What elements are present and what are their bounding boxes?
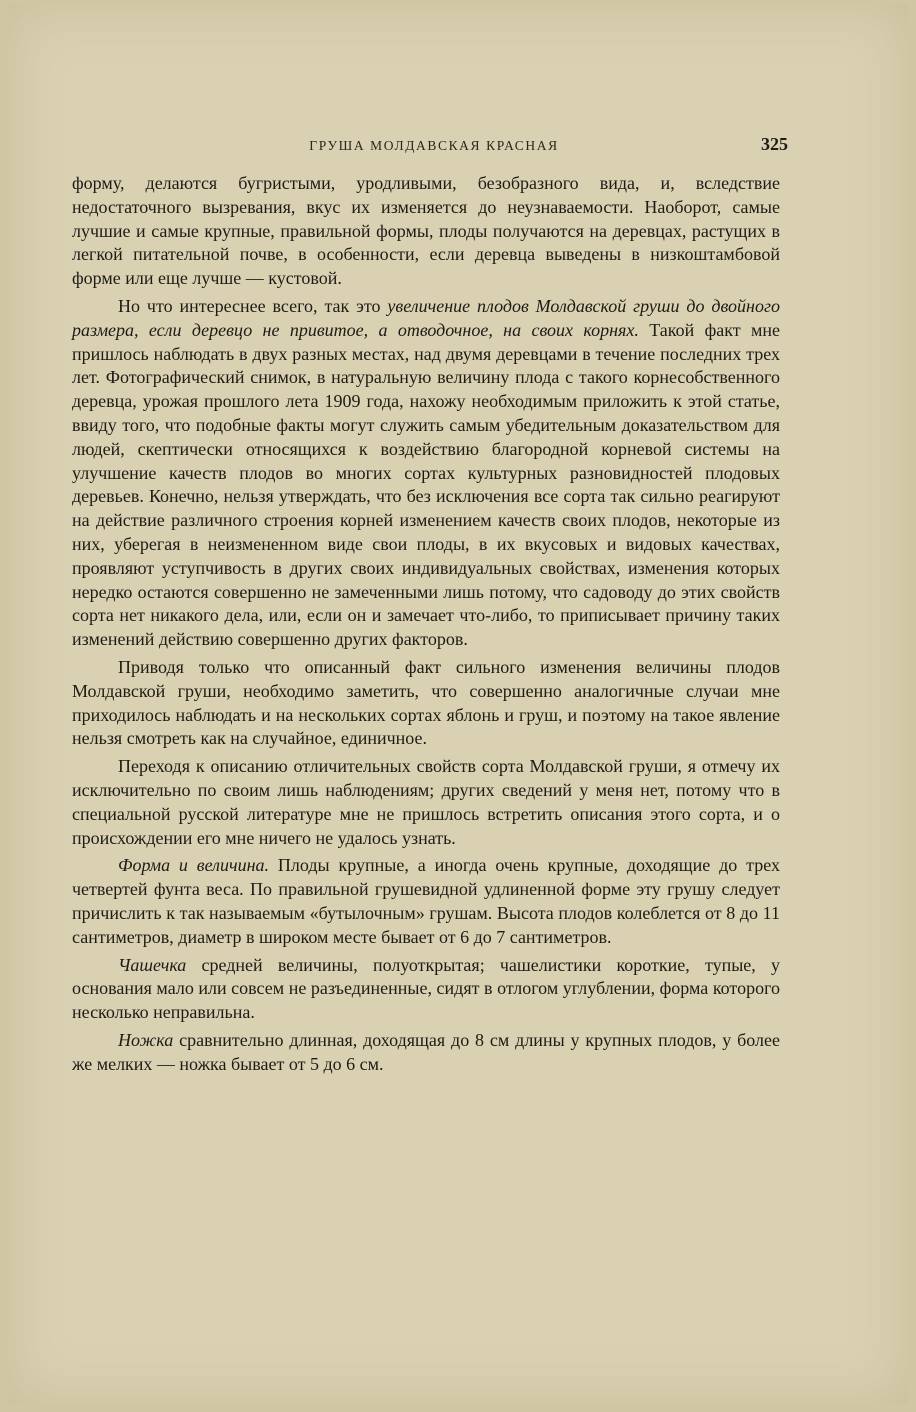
body-text	[72, 172, 780, 1076]
paragraph-4	[72, 755, 780, 850]
paragraph-3	[72, 656, 780, 751]
paragraph-text: средней величины, полуоткрытая; чашелистики короткие, тупые, у основания мало или совсем не разъединенные, сидят в отлогом углублении, форма которого несколько неправильна.	[72, 954, 780, 1023]
paragraph-text: Плоды крупные, а иногда очень крупные, доходящие до трех четвертей фунта веса. По правильной грушевидной удлиненной форме эту грушу следует причислить к так называемым «бутылочным» грушам. Высота плодов колеблется от 8 до 11 сантиметров, диаметр в широком месте бывает от 6 до 7 сантиметров.	[72, 855, 780, 947]
paragraph-1	[72, 172, 780, 291]
section-heading-stalk: Ножка	[118, 1029, 174, 1050]
page-header	[80, 134, 788, 162]
paragraph-7	[72, 1029, 780, 1077]
paragraph-text: Такой факт мне пришлось наблюдать в двух разных местах, над двумя деревцами в течение последних трех лет. Фотографический снимок, в натуральную величину плода с такого корнесобственного деревца, урожая прошлого лета 1909 года, нахожу необходимым приложить к этой статье, ввиду того, что подобные факты могут служить самым убедительным доказательством для людей, скептически относящихся к воздействию благородной корневой системы на улучшение качеств плодов во многих сортах культурных разновидностей плодовых деревьев. Конечно, нельзя утверждать, что без исключения все сорта так сильно реагируют на действие различного строения корней изменением качеств своих плодов, некоторые из них, уберегая в неизмененном виде свои плоды, в их вкусовых и видовых качествах, проявляют уступчивость в других своих индивидуальных свойствах, изменения которых нередко остаются совершенно не замеченными лишь потому, что садоводу до этих свойств сорта нет никакого дела, или, если он и замечает что-либо, то приписывает причину таких изменений действию совершенно других факторов.	[72, 319, 780, 650]
paragraph-text: сравнительно длинная, доходящая до 8 см длины у крупных плодов, у более же мелких — ножка бывает от 5 до 6 см.	[72, 1029, 780, 1074]
paragraph-6	[72, 954, 780, 1025]
section-heading-calyx: Чашечка	[118, 954, 187, 975]
page-number: 325	[761, 134, 788, 154]
italic-emphasis: увеличение плодов Молдавской груши до двойного размера, если деревцо не привитое, а отводочное, на своих корнях.	[72, 295, 780, 340]
paragraph-text: Переходя к описанию отличительных свойств сорта Молдавской груши, я отмечу их исключительно по своим лишь наблюдениям; других сведений у меня нет, потому что в специальной русской литературе мне не пришлось встретить описания этого сорта, и о происхождении его мне ничего не удалось узнать.	[72, 756, 780, 848]
running-title: ГРУША МОЛДАВСКАЯ КРАСНАЯ	[309, 138, 559, 153]
paragraph-lead: Но что интереснее всего, так это	[118, 295, 388, 316]
paragraph-text: Приводя только что описанный факт сильного изменения величины плодов Молдавской груши, необходимо заметить, что совершенно аналогичные случаи мне приходилось наблюдать и на нескольких сортах яблонь и груш, и поэтому на такое явление нельзя смотреть как на случайное, единичное.	[72, 656, 780, 749]
paragraph-text: форму, делаются бугристыми, уродливыми, безобразного вида, и, вследствие недостаточного вызревания, вкус их изменяется до неузнаваемости. Наоборот, самые лучшие и самые крупные, правильной формы, плоды получаются на деревцах, растущих в легкой питательной почве, в особенности, если деревца выведены в низкоштамбовой форме или еще лучше — кустовой.	[72, 173, 780, 289]
paragraph-2	[72, 295, 780, 652]
section-heading-form: Форма и величина.	[118, 855, 270, 876]
paragraph-5	[72, 854, 780, 949]
